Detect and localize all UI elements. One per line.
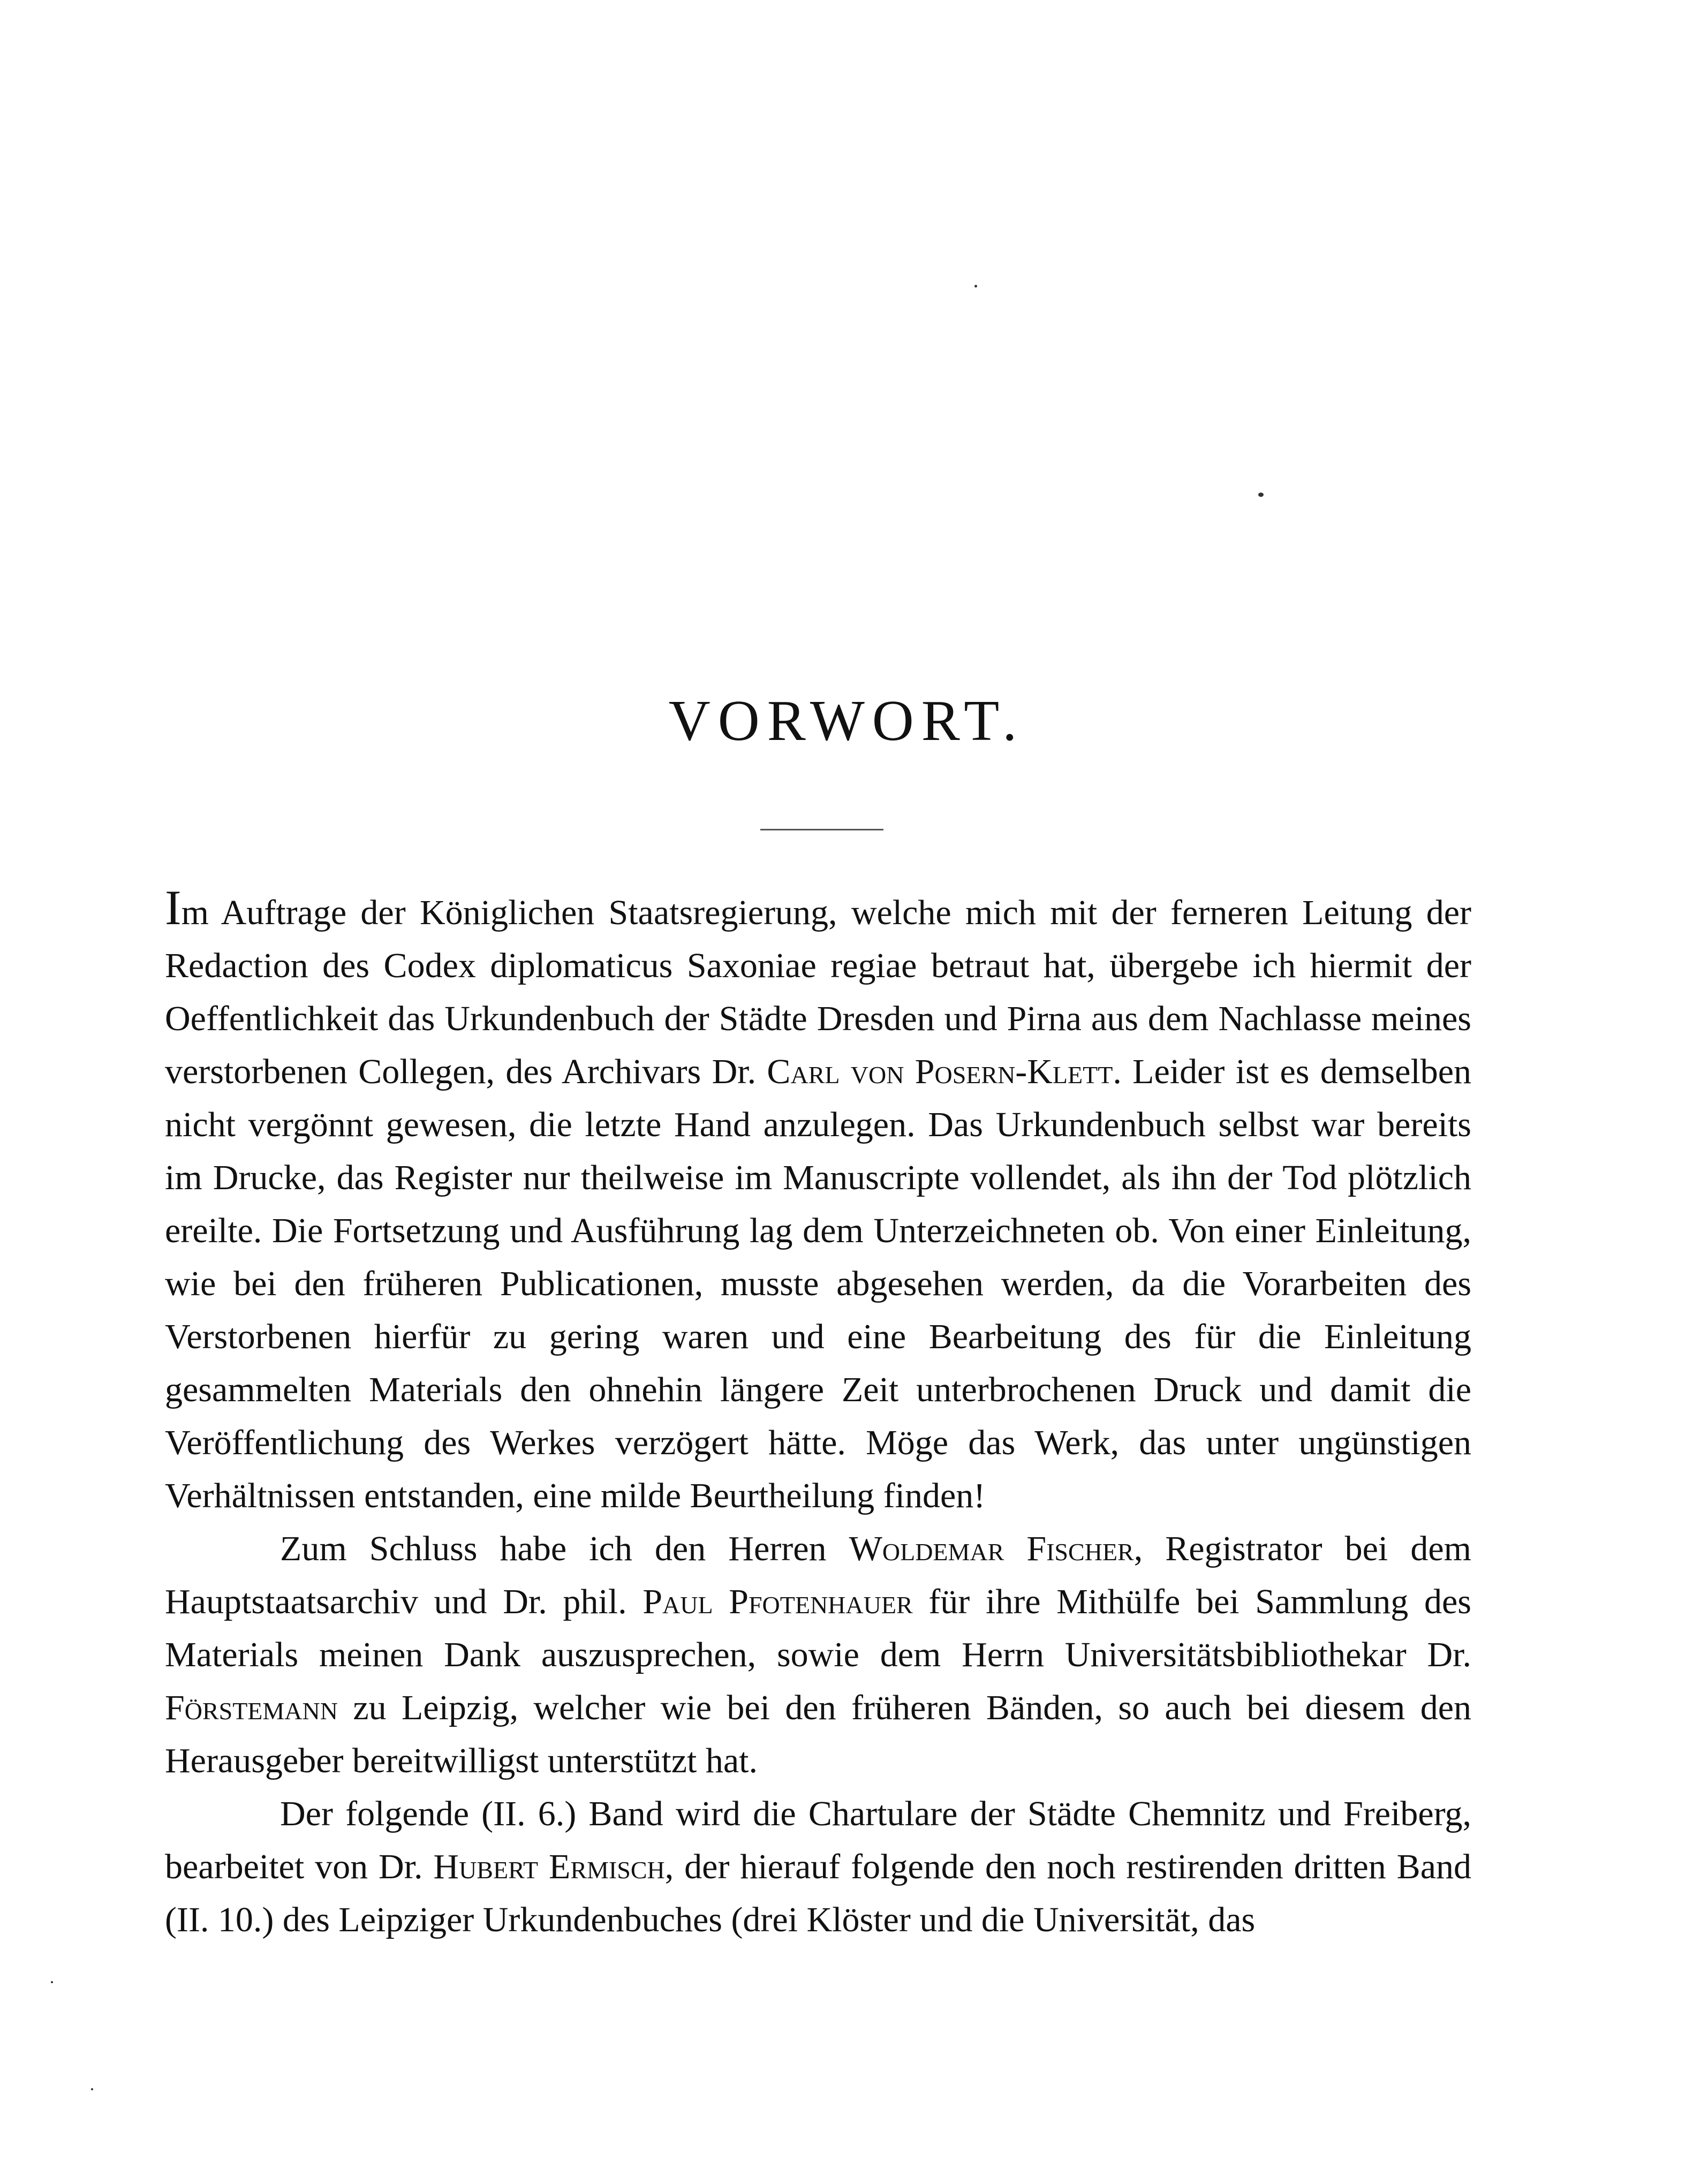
paragraph-2 [165, 1522, 1471, 1787]
text-run: für ihre Mithülfe bei Sammlung des Materials meinen Dank auszusprechen, sowie dem Herrn Universitätsbibliothekar Dr. [165, 1582, 1471, 1674]
person-name: Förstemann [165, 1688, 338, 1727]
ink-speck [91, 2088, 93, 2090]
text-run: , der hierauf folgende den noch restirenden dritten Band (II. 10.) des Leipziger Urkundenbuches (drei Klöster und die Universität, das [165, 1847, 1471, 1939]
person-name: Woldemar Fischer [849, 1529, 1134, 1568]
text-run: zu Leipzig, welcher wie bei den früheren Bänden, so auch bei diesem den Herausgeber bereitwilligst unterstützt hat. [165, 1688, 1471, 1780]
text-run: , Registrator bei dem Hauptstaatsarchiv und Dr. phil. [165, 1529, 1471, 1621]
page-title: VORWORT. [668, 689, 1025, 753]
text-run: m Auftrage der Königlichen Staatsregierung, welche mich mit der ferneren Leitung der Redaction des Codex diplomaticus Saxoniae regiae betraut hat, übergebe ich hiermit der Oeffentlichkeit das Urkundenbuch der Städte Dresden und Pirna aus dem Nachlasse meines verstorbenen Collegen, des Archivars Dr. [165, 893, 1471, 1091]
text-run: . Leider ist es demselben nicht vergönnt gewesen, die letzte Hand anzulegen. Das Urkundenbuch selbst war bereits im Drucke, das Register nur theilweise im Manuscripte vollendet, als ihn der Tod plötzlich ereilte. Die Fortsetzung und Ausführung lag dem Unterzeichneten ob. Von einer Einleitung, wie bei den früheren Publicationen, musste abgesehen werden, da die Vorarbeiten des Verstorbenen hierfür zu gering waren und eine Bearbeitung des für die Einleitung gesammelten Materials den ohnehin längere Zeit unterbrochenen Druck und damit die Veröffentlichung des Werkes verzögert hätte. Möge das Werk, das unter ungünstigen Verhältnissen entstanden, eine milde Beurtheilung finden! [165, 1052, 1472, 1515]
title-divider [760, 829, 883, 830]
preface-body [165, 880, 1472, 1946]
paragraph-3 [165, 1787, 1471, 1946]
person-name: Carl von Posern-Klett [767, 1052, 1113, 1091]
person-name: Paul Pfotenhauer [643, 1582, 913, 1621]
paragraph-1 [165, 880, 1472, 1522]
person-name: Hubert Ermisch [433, 1847, 665, 1886]
text-run: Der folgende (II. 6.) Band wird die Chartulare der Städte Chemnitz und Freiberg, bearbeitet von Dr. [165, 1794, 1471, 1886]
ink-speck [974, 285, 977, 288]
initial-letter: I [165, 880, 182, 935]
ink-speck [1258, 493, 1264, 497]
ink-speck [51, 1981, 53, 1983]
text-run: Zum Schluss habe ich den Herren [280, 1529, 849, 1568]
